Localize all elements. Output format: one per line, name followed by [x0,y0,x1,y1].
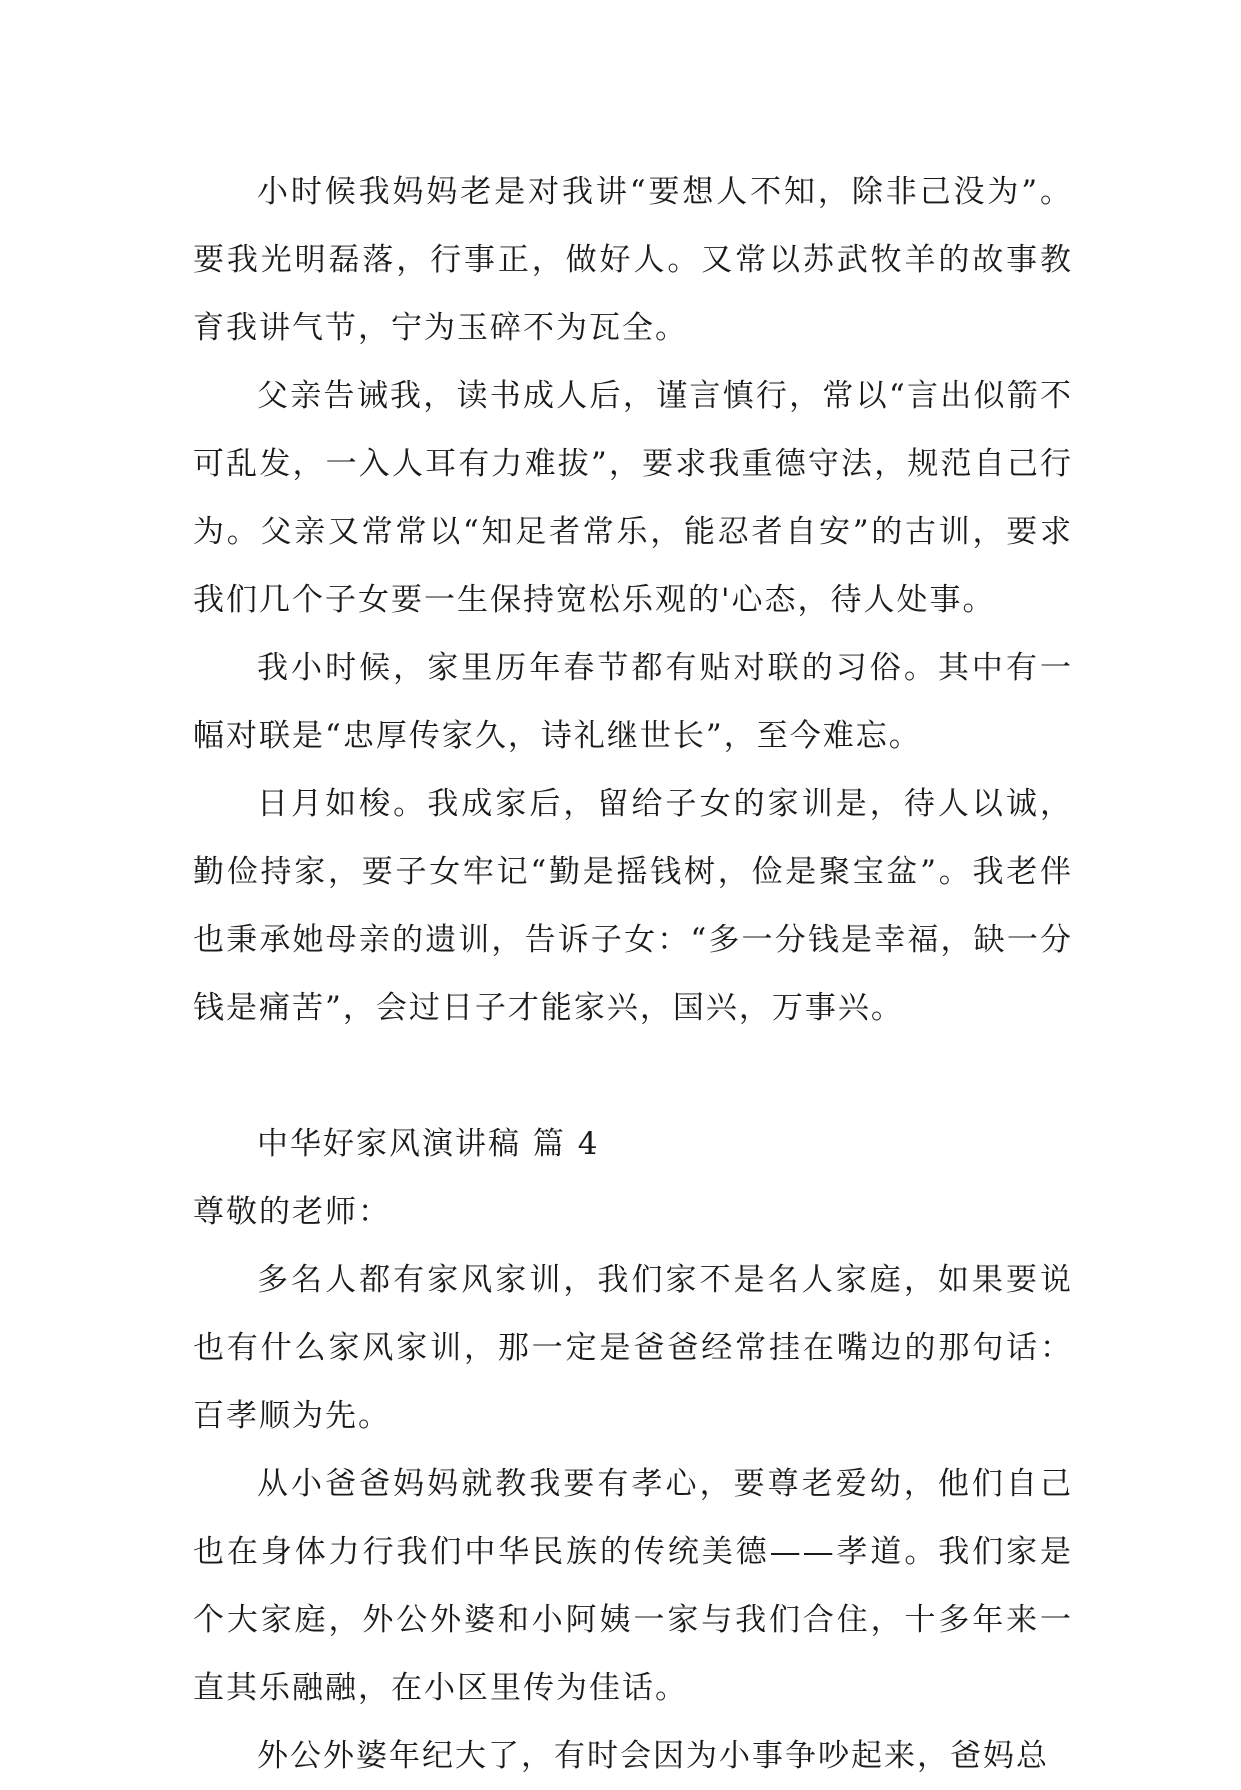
paragraph: 日月如梭。我成家后，留给子女的家训是，待人以诚，勤俭持家，要子女牢记“勤是摇钱树，俭是聚宝盆”。我老伴也秉承她母亲的遗训，告诉子女：“多一分钱是幸福，缺一分钱是痛苦”，会过日子才能家兴，国兴，万事兴。 [193,786,1073,1026]
paragraph: 从小爸爸妈妈就教我要有孝心，要尊老爱幼，他们自己也在身体力行我们中华民族的传统美德——孝道。我们家是个大家庭，外公外婆和小阿姨一家与我们合住，十多年来一直其乐融融，在小区里传为佳话。 [193,1466,1073,1706]
paragraph: 父亲告诫我，读书成人后，谨言慎行，常以“言出似箭不可乱发，一入人耳有力难拔”，要求我重德守法，规范自己行为。父亲又常常以“知足者常乐，能忍者自安”的古训，要求我们几个子女要一生保持宽松乐观的'心态，待人处事。 [193,378,1073,618]
section-heading: 中华好家风演讲稿 篇 4 [257,1126,600,1162]
paragraph: 我小时候，家里历年春节都有贴对联的习俗。其中有一幅对联是“忠厚传家久，诗礼继世长”，至今难忘。 [193,650,1073,754]
paragraph: 多名人都有家风家训，我们家不是名人家庭，如果要说也有什么家风家训，那一定是爸爸经常挂在嘴边的那句话：百孝顺为先。 [193,1262,1073,1434]
paragraph: 小时候我妈妈老是对我讲“要想人不知，除非己没为”。要我光明磊落，行事正，做好人。又常以苏武牧羊的故事教育我讲气节，宁为玉碎不为瓦全。 [193,174,1073,346]
document-body [193,158,1073,1790]
salutation: 尊敬的老师： [193,1194,391,1230]
paragraph: 外公外婆年纪大了，有时会因为小事争吵起来，爸妈总 [257,1738,1049,1774]
section-spacer [193,1042,1073,1110]
